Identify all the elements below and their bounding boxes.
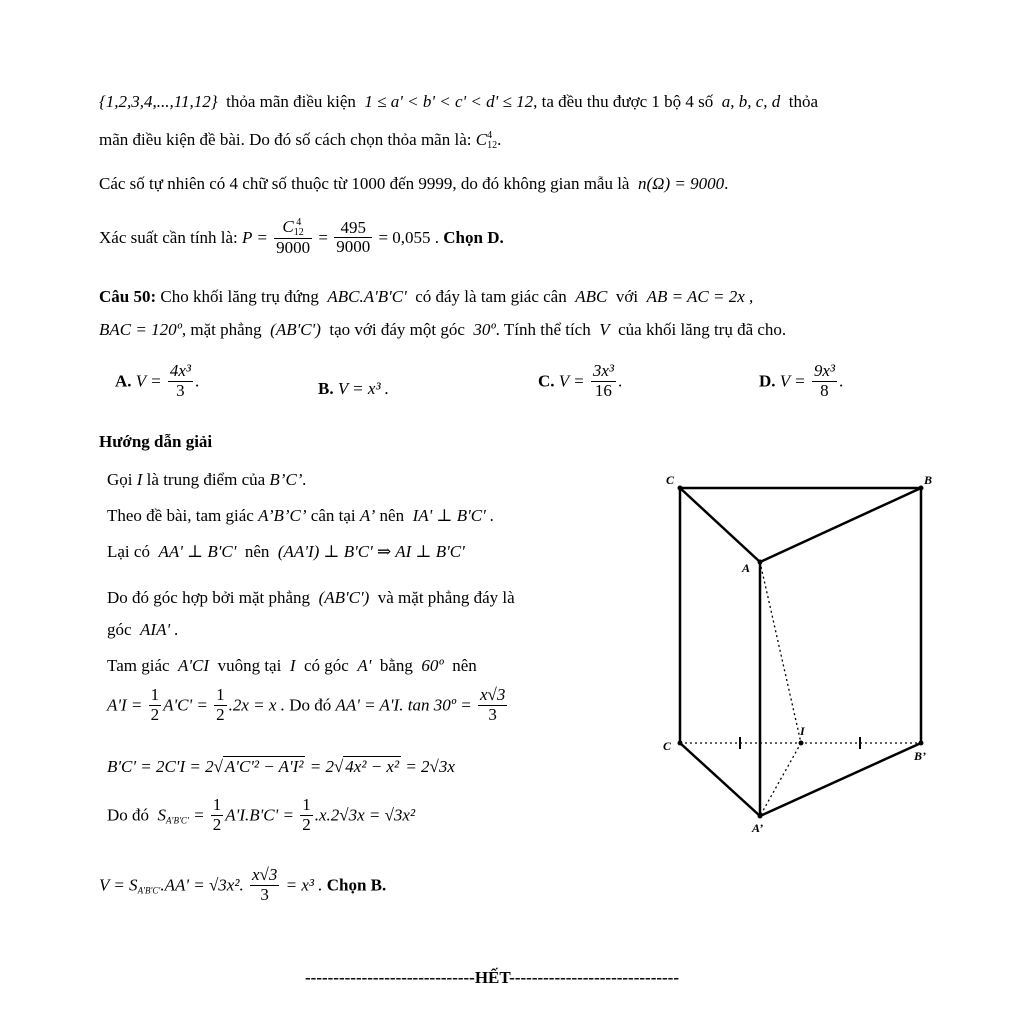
label-C-top: C (666, 473, 675, 487)
probability-fraction-1: C 4 12 9000 (276, 217, 311, 258)
edge-C-A-top (680, 488, 760, 562)
vertex-B-bottom (919, 741, 924, 746)
vertex-C-bottom (678, 741, 683, 746)
prism-figure (660, 468, 950, 848)
edge-B-A-bottom (760, 743, 921, 816)
solution-line-5: góc AIA' . (107, 620, 179, 639)
label-I: I (800, 724, 805, 738)
solution-line-7: A'I = $\frac{1}{2}$ A'C' = $\frac{1}{2}$ .2x = x . Do đó AA' = A'I. tan 30º = $\frac{x√3}{3}$ (107, 685, 506, 724)
vertex-A-top (758, 560, 763, 565)
text-line-1: {1,2,3,4,...,11,12} thỏa mãn điều kiện 1 ≤ a' < b' < c' < d' ≤ 12, ta đều thu được 1 bộ 4 số a, b, c, d thỏa (99, 92, 819, 111)
edge-B-A-top (760, 488, 921, 562)
label-A-top: A (742, 561, 751, 575)
sample-space: n(Ω) = 9000 (637, 174, 725, 193)
solution-line-1: Gọi I là trung điểm của B’C’. (107, 470, 307, 489)
option-d[interactable]: D. V = $\frac{\text{9x³}}{8}$ . (759, 361, 844, 400)
text-line-2: mãn điều kiện đề bài. Do đó số cách chọn thỏa mãn là: C 4 12 . (99, 130, 502, 152)
solution-line-10: $V = S_{A'B'C'}.AA' = √3x^2$. $\frac{x√3}{3}$ = x³ . Chọn B. (99, 865, 387, 904)
solution-line-3: Lại có AA' ⊥ B'C' nên (AA'I) ⊥ B'C' ⇒ AI ⊥ B'C' (107, 542, 465, 561)
inequality: 1 ≤ a' < b' < c' < d' ≤ 12 (364, 92, 534, 111)
question-line-2: BAC = 120º, mặt phẳng (AB'C') tạo với đáy một góc 30º. Tính thể tích V của khối lăng trụ đã cho. (99, 320, 787, 339)
text-line-3: Các số tự nhiên có 4 chữ số thuộc từ 1000 đến 9999, do đó không gian mẫu là n(Ω) = 9000. (99, 174, 729, 193)
hidden-segment-I-A-bottom (760, 743, 801, 816)
edge-C-A-bottom (680, 743, 760, 816)
text-line-4: Xác suất cần tính là: P = C 4 12 9000 = $\frac{495}{9000}$ = 0,055 . Chọn D. (99, 217, 504, 258)
vertex-B-top (919, 486, 924, 491)
final-answer: Chọn B. (326, 875, 387, 895)
solution-line-9: Do đó $S_{A'B'C'}$ = $\frac{1}{2}$ A'I.B'C' = $\frac{1}{2}$ .x.2√3x = √3x² (107, 795, 416, 834)
label-A-bottom: A’ (752, 821, 764, 835)
vertex-C-top (678, 486, 683, 491)
set-expr: {1,2,3,4,...,11,12} (99, 92, 218, 111)
solution-line-6: Tam giác A'CI vuông tại I có góc A' bằng 60º nên (107, 656, 477, 675)
footer-end: ------------------------------HẾT------------------------------ (305, 968, 680, 987)
label-B-bottom: B’ (914, 749, 926, 763)
option-a[interactable]: A. V = $\frac{\text{4x³}}{3}$ . (115, 361, 200, 400)
solution-line-4: Do đó góc hợp bởi mặt phẳng (AB'C') và mặt phẳng đáy là (107, 588, 515, 607)
label-C-bottom: C (663, 739, 672, 753)
option-b[interactable]: B. V = x³ . (318, 379, 390, 398)
solution-line-8: B'C' = 2C'I = 2√ A'C'² − A'I² = 2√ 4x² − x² = 2√3x (107, 757, 455, 776)
solution-line-2: Theo đề bài, tam giác A’B’C’ cân tại A’ nên IA' ⊥ B'C' . (107, 506, 495, 525)
solution-heading: Hướng dẫn giải (99, 432, 213, 451)
option-c[interactable]: C. V = $\frac{\text{3x³}}{16}$ . (538, 361, 623, 400)
vertex-A-bottom (758, 814, 763, 819)
hidden-segment-A-I (760, 562, 801, 743)
probability-fraction-2: $\frac{495}{9000}$ (336, 217, 371, 257)
question-label: Câu 50: (99, 287, 157, 306)
point-I (799, 741, 804, 746)
answer-choice: Chọn D. (443, 228, 504, 248)
label-B-top: B (924, 473, 933, 487)
combination: C 4 12 (475, 130, 498, 152)
question-line-1: Câu 50: Cho khối lăng trụ đứng ABC.A'B'C' có đáy là tam giác cân ABC với AB = AC = 2x , (99, 287, 754, 306)
